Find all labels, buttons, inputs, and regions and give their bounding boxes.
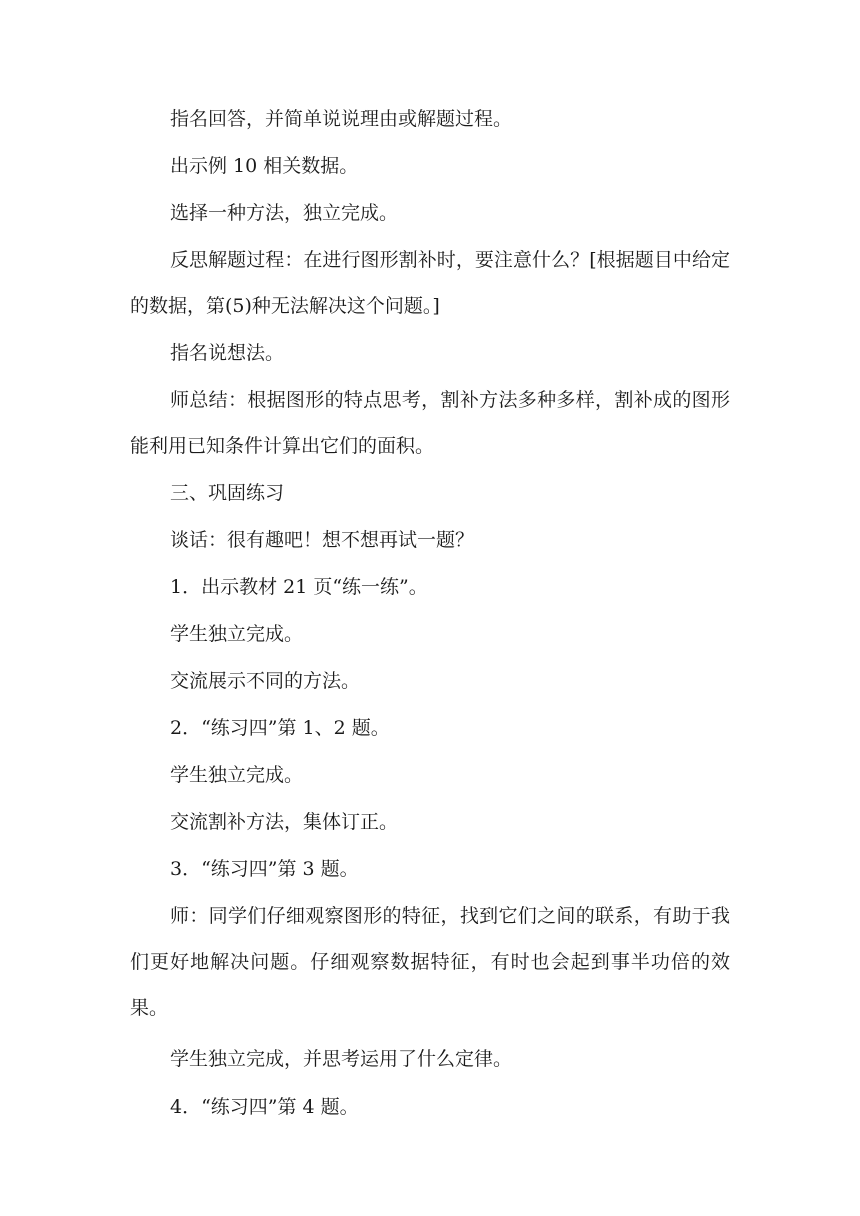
paragraph-3: 选择一种方法，独立完成。 [170, 202, 399, 224]
paragraph-13: 交流割补方法，集体订正。 [170, 811, 399, 833]
paragraph-14: 3．“练习四”第 3 题。 [170, 858, 359, 880]
paragraph-12: 学生独立完成。 [170, 764, 304, 786]
paragraph-6: 师总结：根据图形的特点思考，割补方法多种多样，割补成的图形能利用已知条件计算出它们的面积。 [130, 389, 730, 457]
paragraph-4: 反思解题过程：在进行图形割补时，要注意什么？[根据题目中给定的数据，第(5)种无法解决这个问题。] [130, 249, 730, 317]
paragraph-10: 交流展示不同的方法。 [170, 670, 361, 692]
paragraph-17: 4．“练习四”第 4 题。 [170, 1096, 359, 1118]
paragraph-9: 学生独立完成。 [170, 623, 304, 645]
paragraph-11: 2．“练习四”第 1、2 题。 [170, 717, 390, 739]
document-body [130, 107, 730, 1119]
paragraph-16: 学生独立完成，并思考运用了什么定律。 [170, 1048, 513, 1070]
paragraph-7: 谈话：很有趣吧！想不想再试一题？ [170, 529, 475, 551]
section-heading: 三、巩固练习 [170, 482, 285, 504]
paragraph-8: 1．出示教材 21 页“练一练”。 [170, 576, 428, 598]
paragraph-15: 师：同学们仔细观察图形的特征，找到它们之间的联系，有助于我们更好地解决问题。仔细观察数据特征，有时也会起到事半功倍的效果。 [130, 905, 730, 1019]
paragraph-5: 指名说想法。 [170, 342, 285, 364]
paragraph-1: 指名回答，并简单说说理由或解题过程。 [170, 108, 513, 130]
paragraph-2: 出示例 10 相关数据。 [170, 155, 359, 177]
